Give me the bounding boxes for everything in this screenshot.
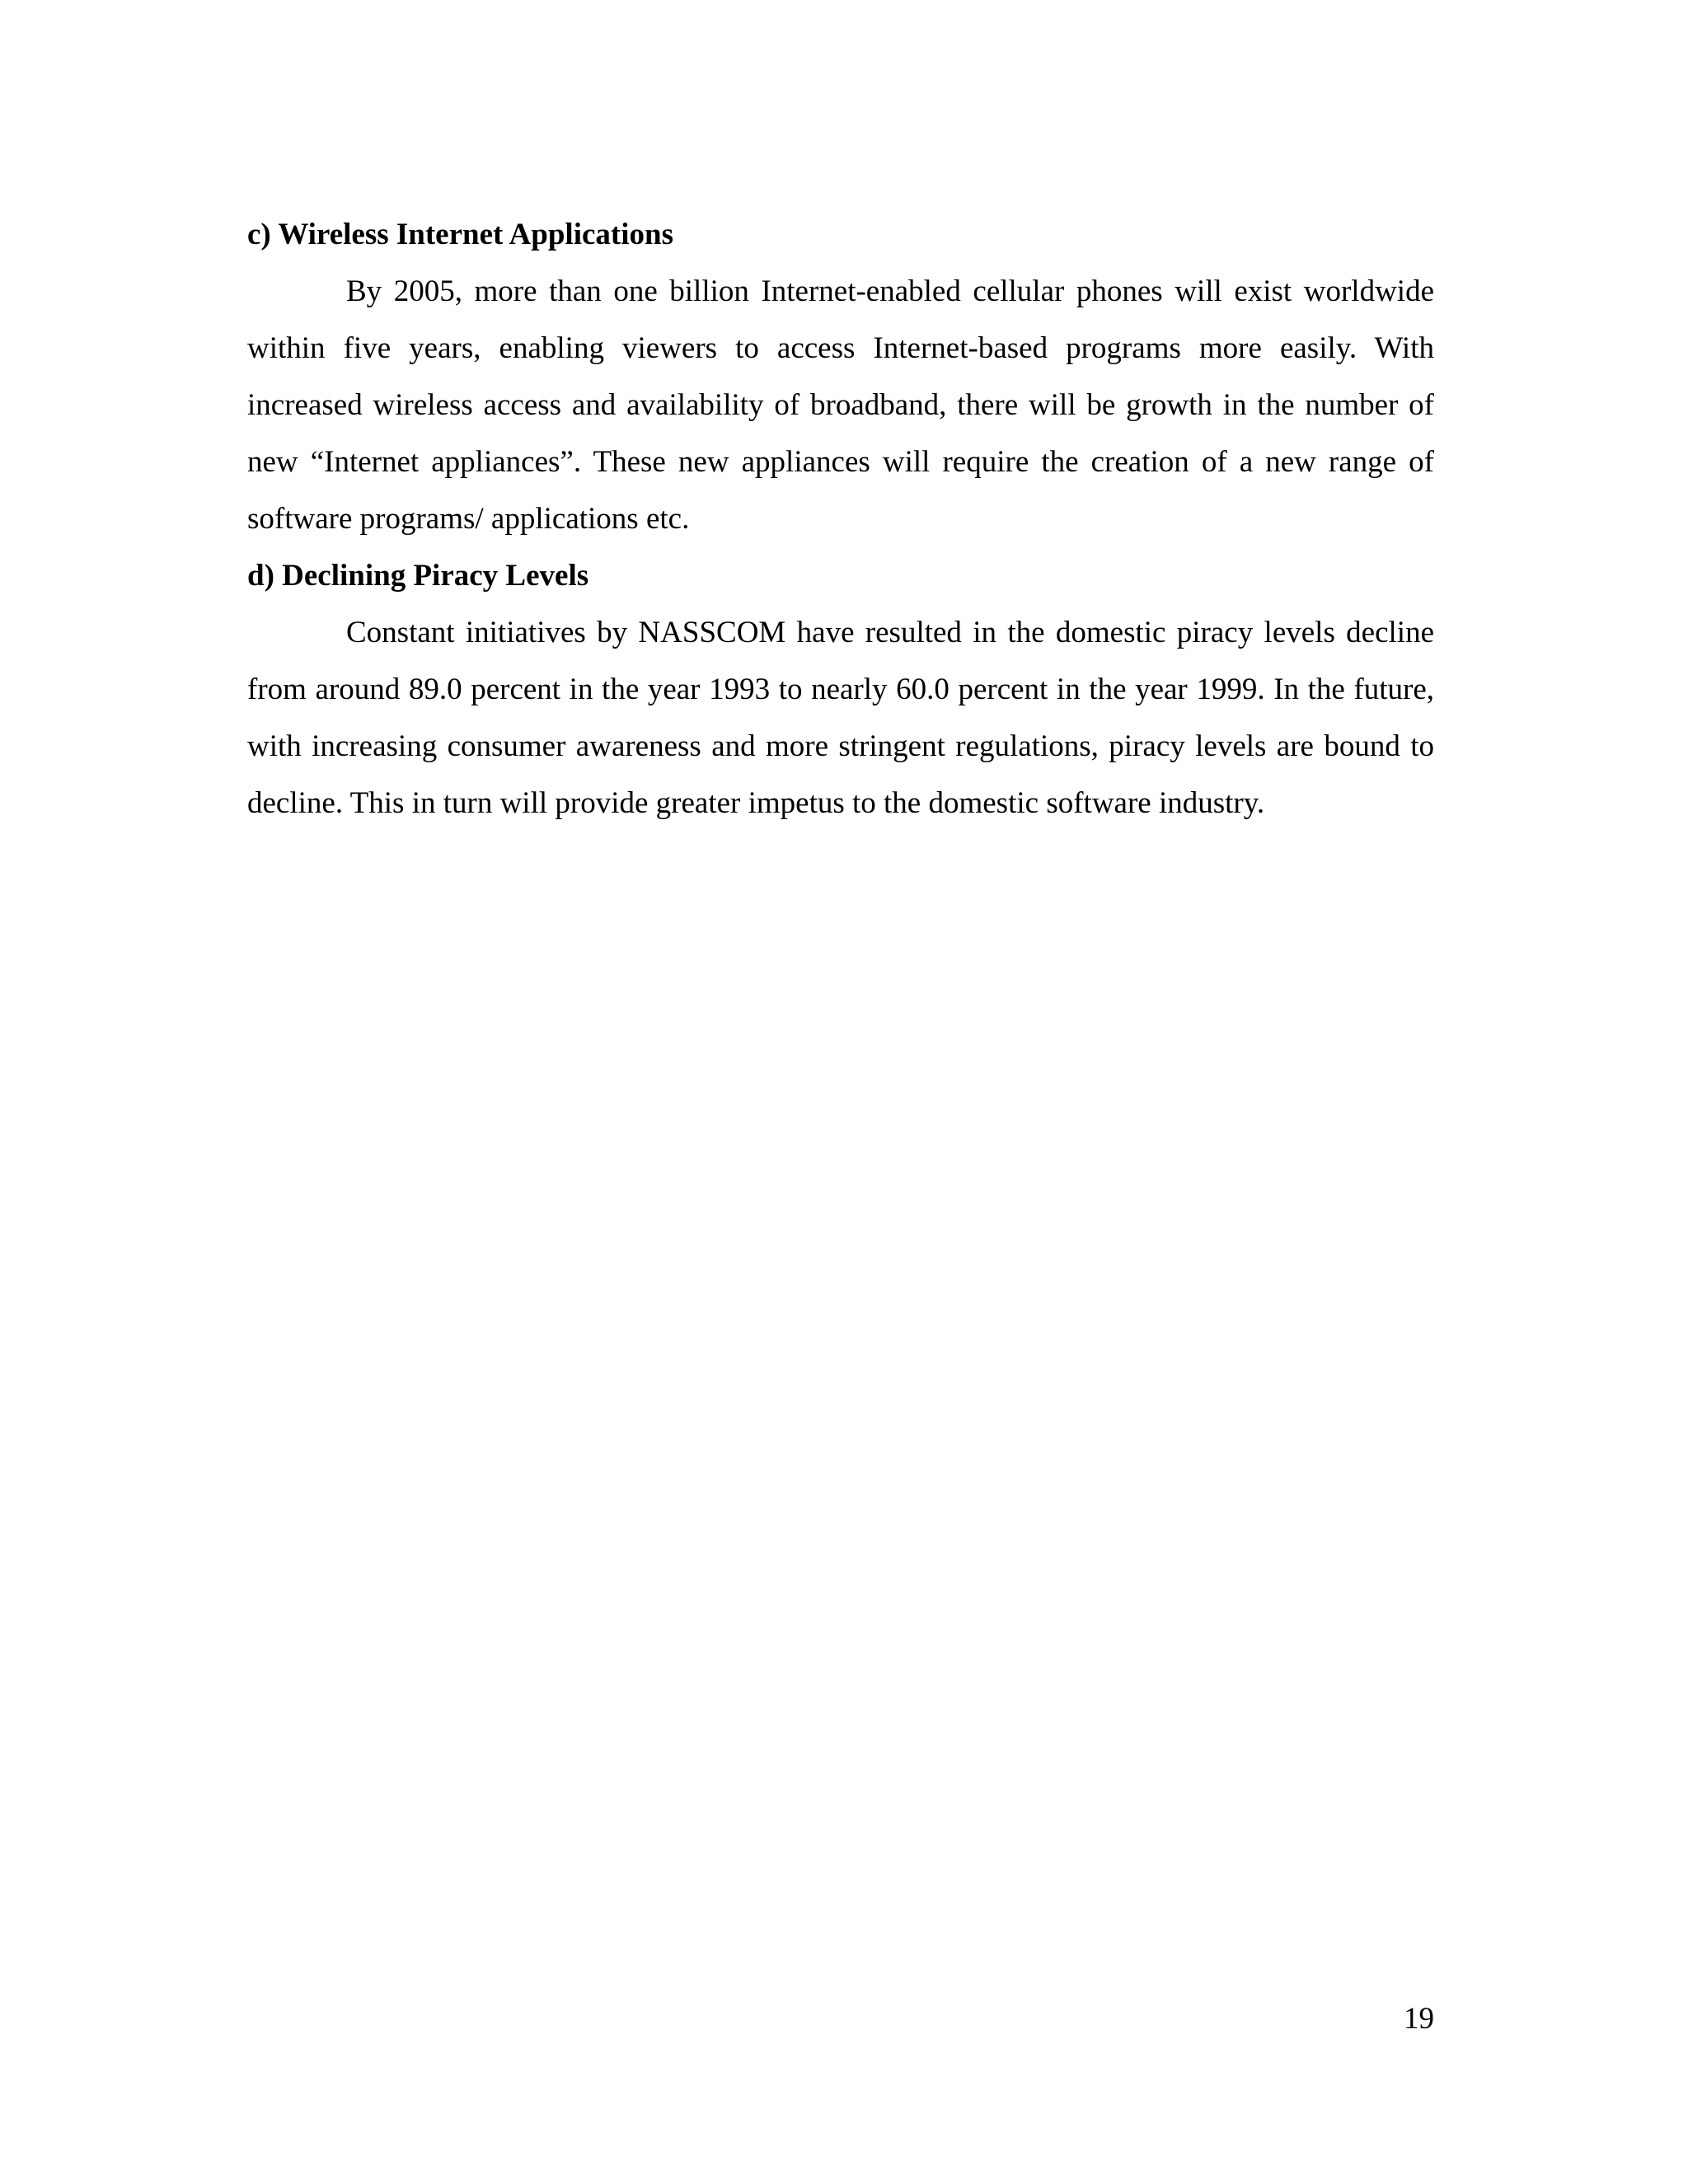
section-paragraph-piracy: Constant initiatives by NASSCOM have resulted in the domestic piracy levels decline from around 89.0 percent in the year 1993 to nearly 60.0 percent in the year 1999. In the future, with increasing consumer awareness and more stringent regulations, piracy levels are bound to decline. This in turn will provide greater impetus to the domestic software industry.	[247, 616, 1434, 820]
section-heading-wireless: c) Wireless Internet Applications	[247, 218, 673, 251]
section-paragraph-wireless: By 2005, more than one billion Internet-enabled cellular phones will exist worldwide within five years, enabling viewers to access Internet-based programs more easily. With increased wireless access and availability of broadband, there will be growth in the number of new “Internet appliances”. These new appliances will require the creation of a new range of software programs/ applications etc.	[247, 274, 1434, 536]
section-heading-piracy: d) Declining Piracy Levels	[247, 559, 589, 593]
page-content	[247, 206, 1434, 832]
page-number: 19	[1404, 2002, 1434, 2036]
